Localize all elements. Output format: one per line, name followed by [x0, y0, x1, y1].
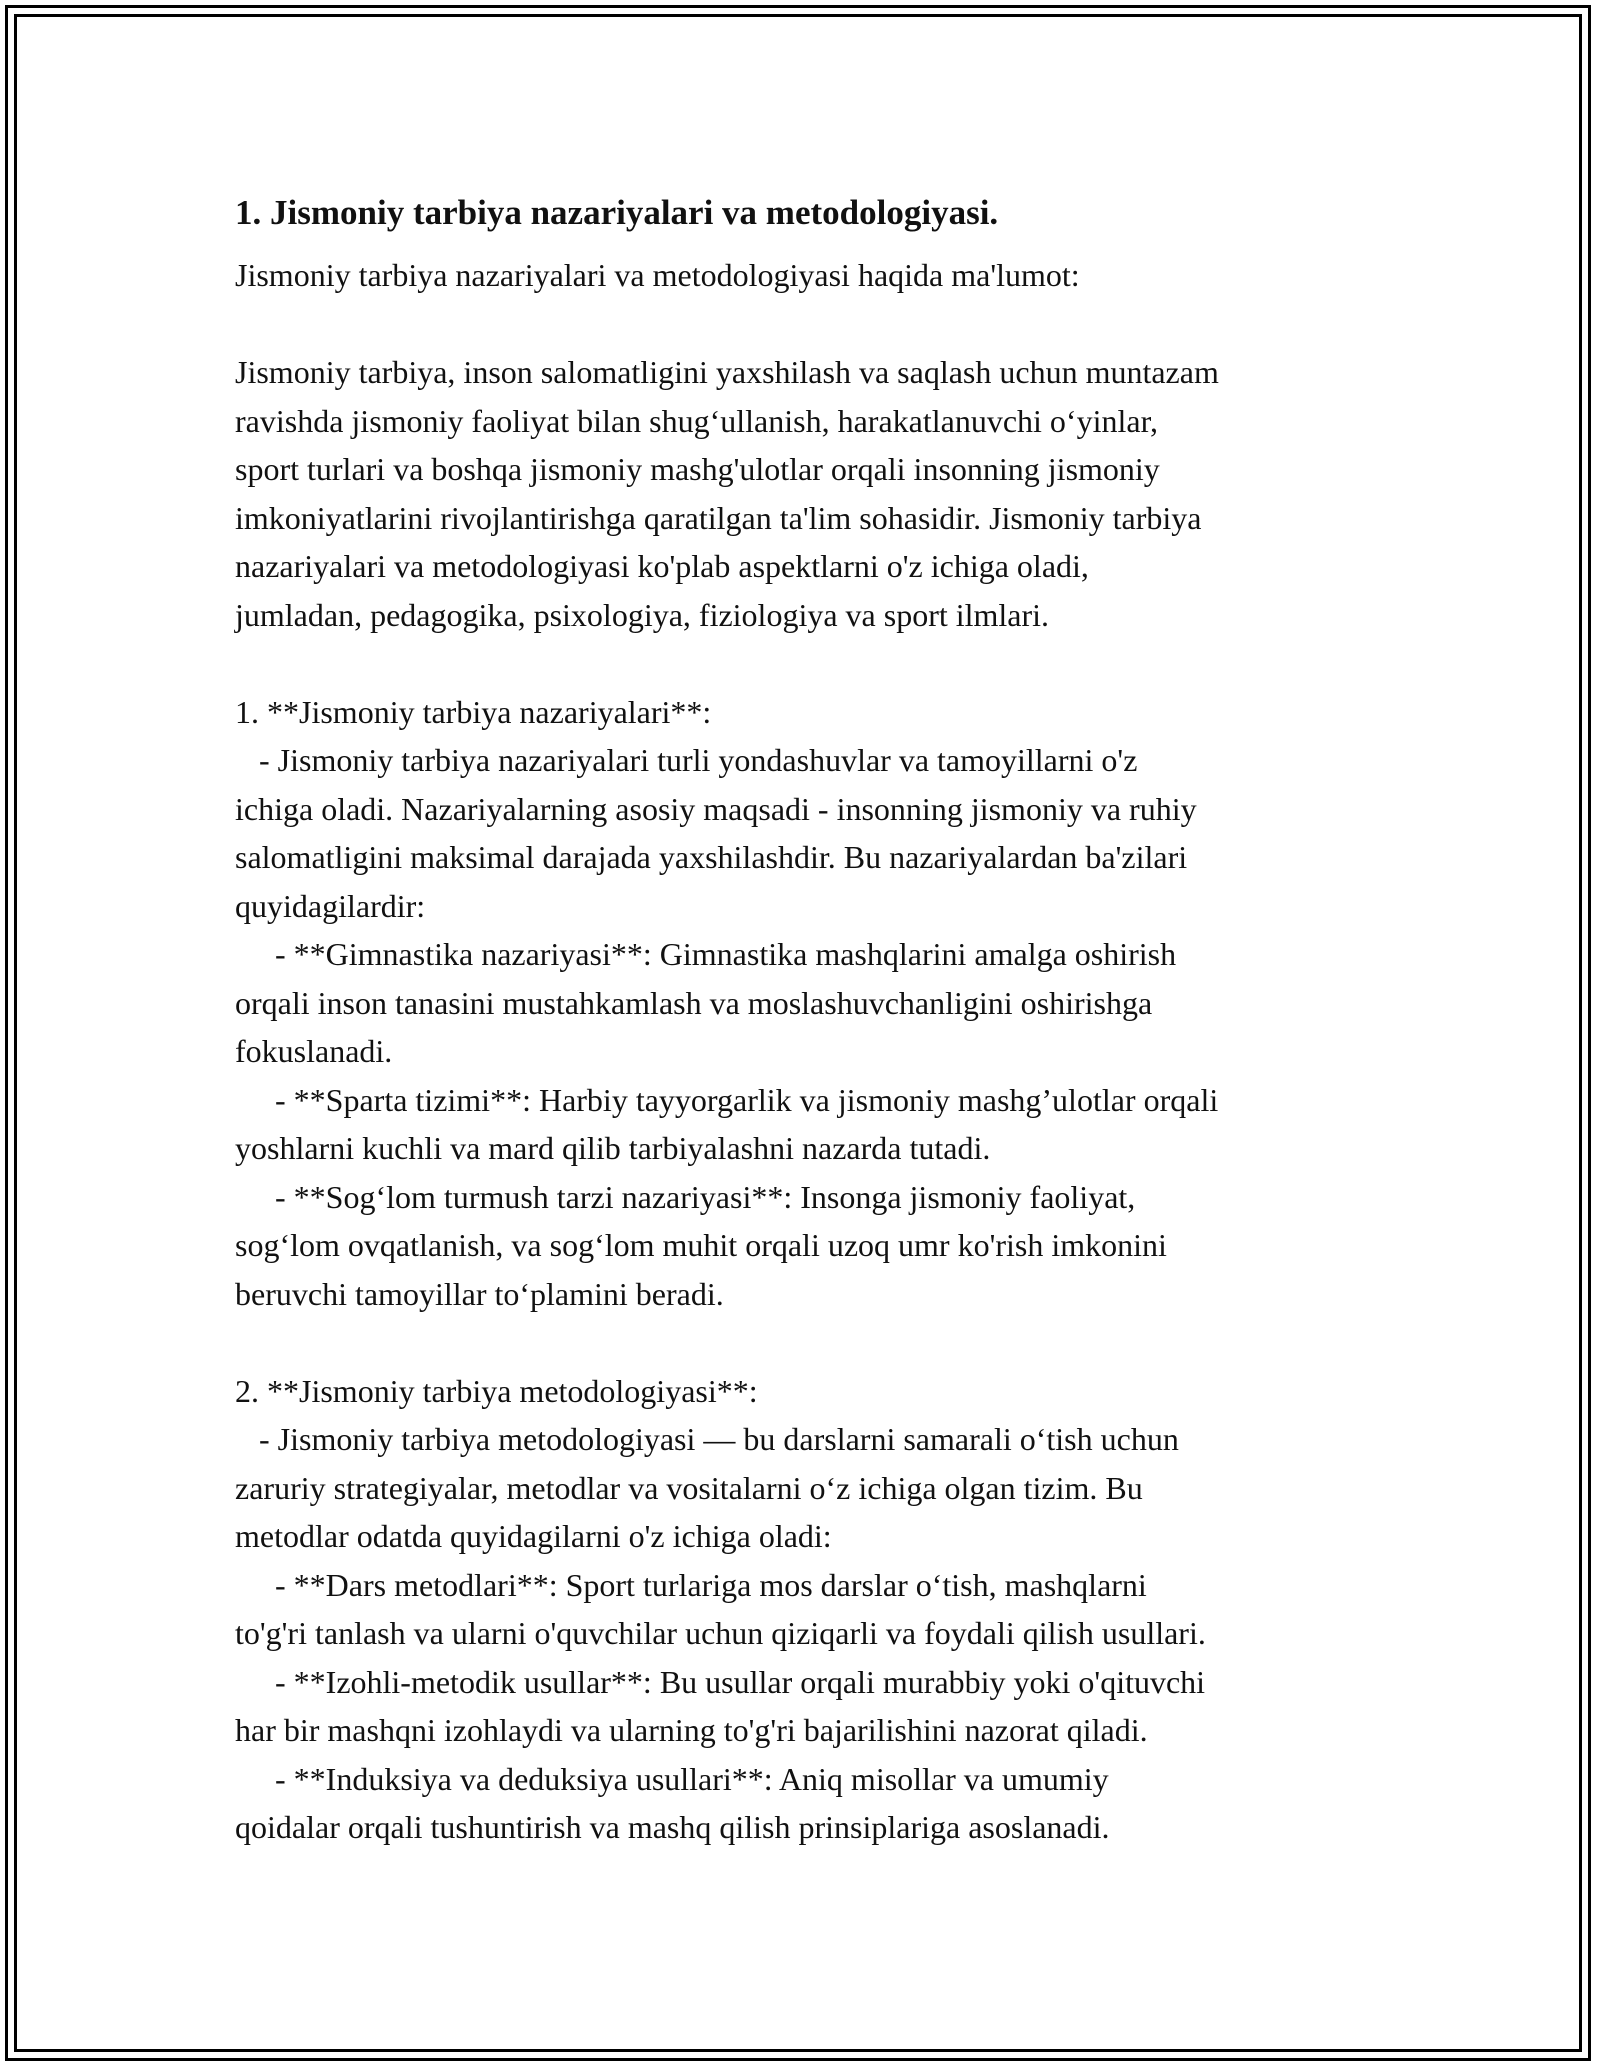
text-line: beruvchi tamoyillar to‘plamini beradi.: [235, 1275, 724, 1312]
text-line: - Jismoniy tarbiya nazariyalari turli yondashuvlar va tamoyillarni o'z: [235, 742, 1138, 778]
text-line: qoidalar orqali tushuntirish va mashq qilish prinsiplariga asoslanadi.: [235, 1809, 1110, 1845]
document-heading: 1. Jismoniy tarbiya nazariyalari va metodologiyasi.: [235, 193, 999, 232]
text-line: zaruriy strategiyalar, metodlar va vositalarni o‘z ichiga olgan tizim. Bu: [235, 1469, 1143, 1506]
text-line: sog‘lom ovqatlanish, va sog‘lom muhit orqali uzoq umr ko'rish imkonini: [235, 1227, 1167, 1263]
text-line: fokuslanadi.: [235, 1033, 393, 1069]
text-line: jumladan, pedagogika, psixologiya, fiziologiya va sport ilmlari.: [235, 596, 1050, 633]
list-item-line: - **Induksiya va deduksiya usullari**: Aniq misollar va umumiy: [235, 1760, 1109, 1797]
intro-line: Jismoniy tarbiya nazariyalari va metodologiyasi haqida ma'lumot:: [235, 257, 1080, 293]
text-line: yoshlarni kuchli va mard qilib tarbiyalashni nazarda tutadi.: [235, 1130, 991, 1166]
section-theories: [235, 688, 1385, 1319]
list-item-line: - **Sparta tizimi**: Harbiy tayyorgarlik va jismoniy mashg’ulotlar orqali: [235, 1081, 1219, 1118]
list-item-line: - **Sog‘lom turmush tarzi nazariyasi**: Insonga jismoniy faoliyat,: [235, 1178, 1136, 1215]
list-item-line: - **Izohli-metodik usullar**: Bu usullar orqali murabbiy yoki o'qituvchi: [235, 1663, 1206, 1700]
text-line: orqali inson tanasini mustahkamlash va moslashuvchanligini oshirishga: [235, 984, 1153, 1021]
section-title: 1. **Jismoniy tarbiya nazariyalari**:: [235, 693, 712, 730]
text-line: ravishda jismoniy faoliyat bilan shug‘ullanish, harakatlanuvchi o‘yinlar,: [235, 402, 1158, 439]
list-item-line: - **Dars metodlari**: Sport turlariga mos darslar o‘tish, mashqlarni: [235, 1566, 1147, 1603]
list-item-line: - **Gimnastika nazariyasi**: Gimnastika mashqlarini amalga oshirish: [235, 936, 1177, 972]
text-line: Jismoniy tarbiya, inson salomatligini yaxshilash va saqlash uchun muntazam: [235, 354, 1219, 390]
blank-line: [235, 639, 1385, 688]
section-methodology: [235, 1367, 1385, 1852]
text-line: salomatligini maksimal darajada yaxshilashdir. Bu nazariyalardan ba'zilari: [235, 839, 1188, 875]
blank-line: [235, 300, 1385, 349]
text-line: imkoniyatlarini rivojlantirishga qaratilgan ta'lim sohasidir. Jismoniy tarbiya: [235, 499, 1202, 536]
text-line: quyidagilardir:: [235, 887, 426, 924]
section-title: 2. **Jismoniy tarbiya metodologiyasi**:: [235, 1372, 758, 1409]
text-line: nazariyalari va metodologiyasi ko'plab aspektlarni o'z ichiga oladi,: [235, 548, 1089, 584]
text-line: - Jismoniy tarbiya metodologiyasi — bu darslarni samarali o‘tish uchun: [235, 1421, 1179, 1457]
text-line: sport turlari va boshqa jismoniy mashg'ulotlar orqali insonning jismoniy: [235, 451, 1160, 487]
text-line: ichiga oladi. Nazariyalarning asosiy maqsadi - insonning jismoniy va ruhiy: [235, 790, 1197, 827]
text-line: har bir mashqni izohlaydi va ularning to'g'ri bajarilishini nazorat qiladi.: [235, 1712, 1148, 1748]
paragraph-1: [235, 348, 1385, 639]
text-line: to'g'ri tanlash va ularni o'quvchilar uchun qiziqarli va foydali qilish usullari.: [235, 1615, 1206, 1651]
document-body: [235, 190, 1385, 1852]
text-line: metodlar odatda quyidagilarni o'z ichiga oladi:: [235, 1518, 832, 1554]
blank-line: [235, 1318, 1385, 1367]
